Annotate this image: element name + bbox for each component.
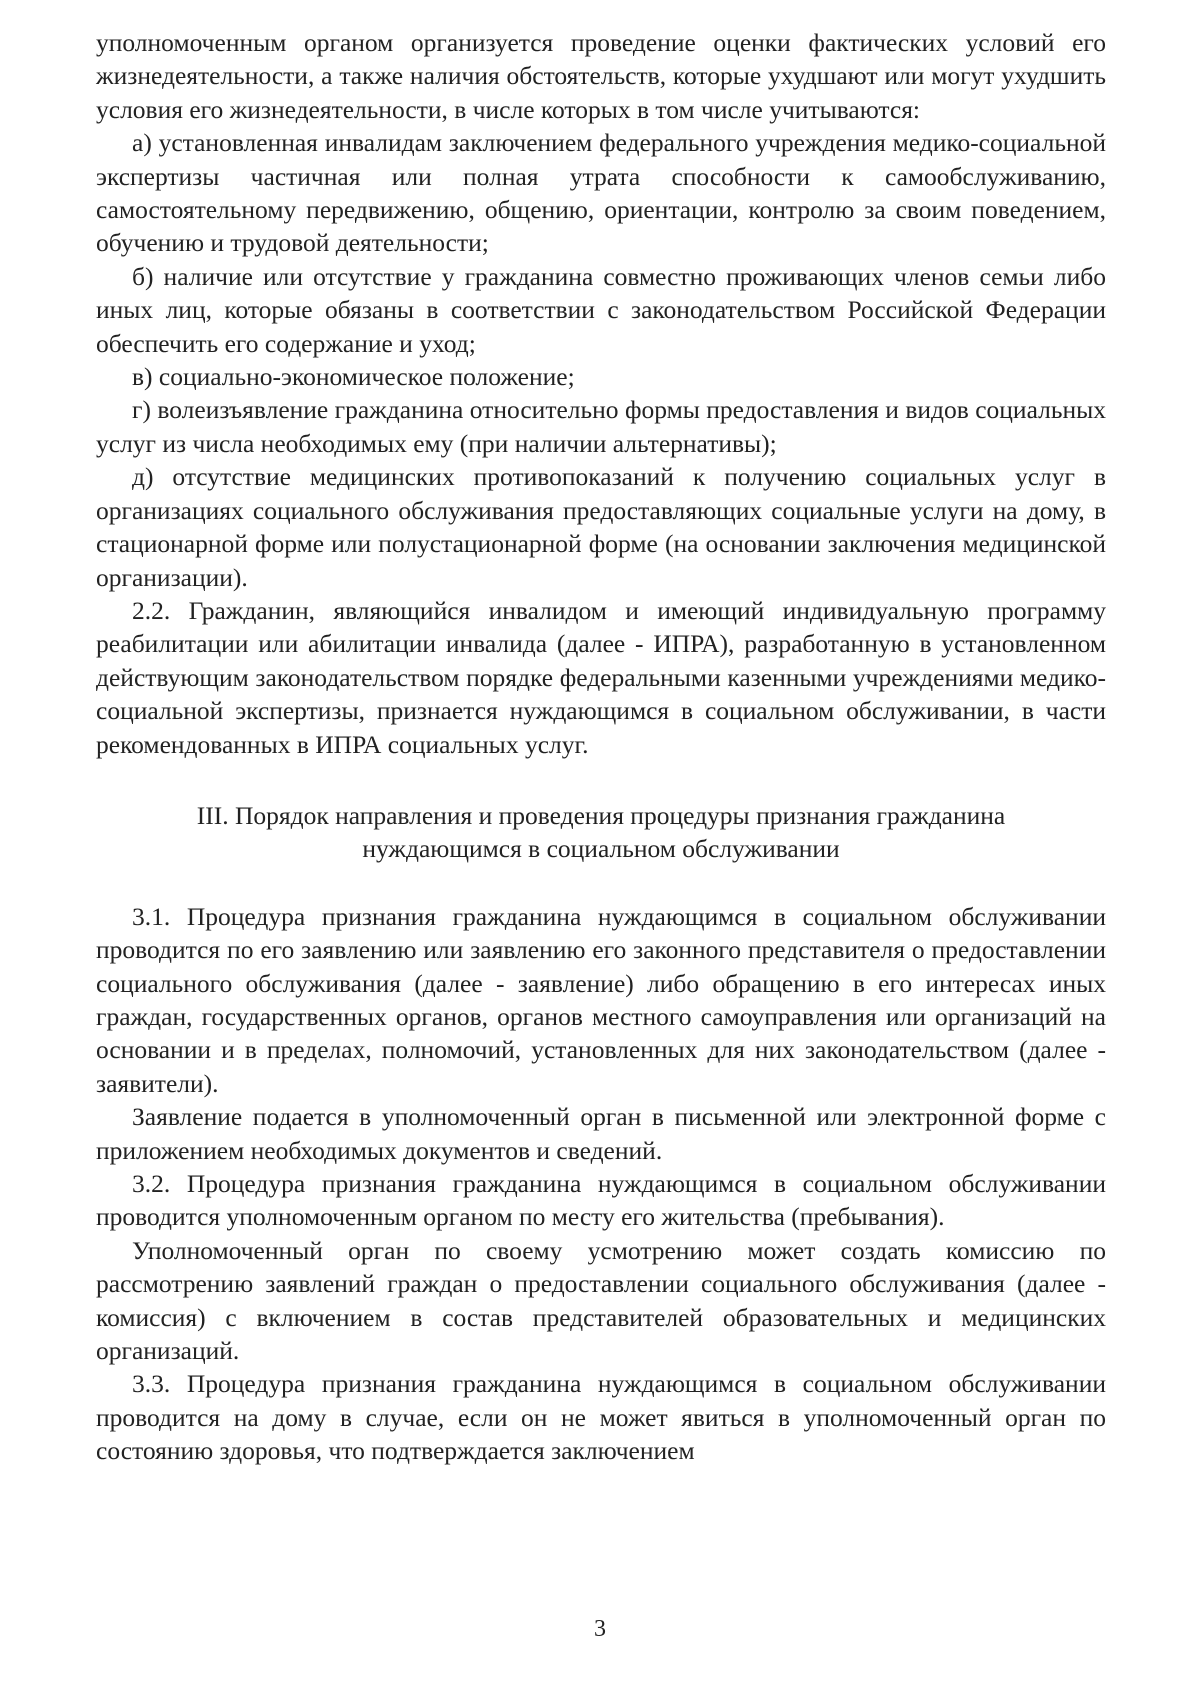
clause-3-2-paragraph: 3.2. Процедура признания гражданина нуждающимся в социальном обслуживании проводится уполномоченным органом по месту его жительства (пребывания).	[96, 1169, 1106, 1232]
item-b-paragraph: б) наличие или отсутствие у гражданина совместно проживающих членов семьи либо иных лиц, которые обязаны в соответствии с законодательством Российской Федерации обеспечить его содержание и уход;	[96, 261, 1106, 358]
commission-paragraph: Уполномоченный орган по своему усмотрению может создать комиссию по рассмотрению заявлений граждан о предоставлении социального обслуживания (далее - комиссия) с включением в состав представителей образовательных и медицинских организаций.	[96, 1235, 1106, 1366]
item-d-paragraph: д) отсутствие медицинских противопоказаний к получению социальных услуг в организациях социального обслуживания предоставляющих социальные услуги на дому, в стационарной форме или полустационарной форме (на основании заключения медицинской организации).	[96, 462, 1106, 592]
document-page	[96, 26, 1106, 1468]
application-paragraph: Заявление подается в уполномоченный орган в письменной или электронной форме с приложением необходимых документов и сведений.	[96, 1102, 1106, 1165]
clause-2-2-paragraph: 2.2. Гражданин, являющийся инвалидом и имеющий индивидуальную программу реабилитации или абилитации инвалида (далее - ИПРА), разработанную в установленном действующим законодательством порядке федеральными казенными учреждениями медико-социальной экспертизы, признается нуждающимся в социальном обслуживании, в части рекомендованных в ИПРА социальных услуг.	[96, 595, 1106, 759]
item-v-paragraph: в) социально-экономическое положение;	[132, 362, 575, 392]
section3-heading-line2: нуждающимся в социальном обслуживании	[362, 834, 840, 864]
item-a-paragraph: а) установленная инвалидам заключением федерального учреждения медико-социальной экспертизы частичная или полная утрата способности к самообслуживанию, самостоятельному передвижению, общению, ориентации, контролю за своим поведением, обучению и трудовой деятельности;	[96, 128, 1106, 258]
section3-heading	[96, 799, 1106, 866]
clause-3-3-paragraph: 3.3. Процедура признания гражданина нуждающимся в социальном обслуживании проводится на дому в случае, если он не может явиться в уполномоченный орган по состоянию здоровья, что подтверждается заключением	[96, 1369, 1106, 1466]
item-g-paragraph: г) волеизъявление гражданина относительно формы предоставления и видов социальных услуг из числа необходимых ему (при наличии альтернативы);	[96, 395, 1106, 458]
section3-heading-line1: III. Порядок направления и проведения процедуры признания гражданина	[196, 800, 1006, 830]
clause-3-1-paragraph: 3.1. Процедура признания гражданина нуждающимся в социальном обслуживании проводится по его заявлению или заявлению его законного представителя о предоставлении социального обслуживания (далее - заявление) либо обращению в его интересах иных граждан, государственных органов, органов местного самоуправления или организаций на основании и в пределах, полномочий, установленных для них законодательством (далее - заявители).	[96, 901, 1106, 1098]
page-number: 3	[594, 1616, 606, 1642]
section2-intro-paragraph: уполномоченным органом организуется проведение оценки фактических условий его жизнедеятельности, а также наличия обстоятельств, которые ухудшают или могут ухудшить условия его жизнедеятельности, в числе которых в том числе учитываются:	[96, 28, 1106, 124]
